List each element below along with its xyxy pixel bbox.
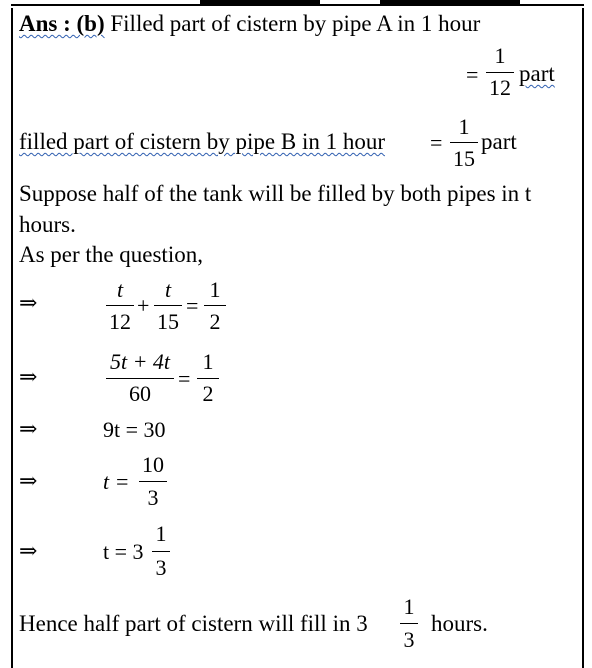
eq2-numerator: 1 (458, 114, 470, 139)
eq1-unit: part (519, 61, 555, 86)
step4-numerator: 10 (142, 452, 164, 477)
step2-f2-denominator: 2 (202, 381, 214, 406)
step2-f1-denominator: 60 (129, 381, 151, 406)
conclusion-denominator: 3 (403, 627, 415, 652)
step1-f2-denominator: 15 (157, 309, 179, 334)
implies-arrow-icon: ⇒ (19, 291, 38, 316)
pipe-a-text: Filled part of cistern by pipe A in 1 hour (110, 11, 481, 36)
step3-expression: 9t = 30 (103, 417, 166, 442)
eq2-unit: part (481, 129, 517, 154)
step4-lhs: t = (103, 469, 130, 494)
implies-arrow-icon: ⇒ (19, 417, 38, 442)
per-question-text: As per the question, (19, 242, 203, 267)
answer-line-1 (19, 11, 480, 37)
answer-label: Ans : (b) (19, 11, 105, 36)
pipe-b-text: filled part of cistern by pipe B in 1 hour (19, 129, 386, 154)
step2-equals: = (178, 366, 191, 391)
step2-fraction-1 (106, 350, 174, 408)
step1-f1-numerator: t (116, 277, 124, 302)
answer-box (11, 8, 584, 668)
step1-plus: + (137, 293, 150, 318)
step2-f2-numerator: 1 (202, 349, 214, 374)
implies-arrow-icon: ⇒ (19, 365, 38, 390)
step1-f3-denominator: 2 (209, 309, 221, 334)
eq1-denominator: 12 (489, 75, 511, 100)
eq2-denominator: 15 (453, 146, 475, 171)
step5-denominator: 3 (155, 555, 167, 580)
conclusion-fraction (400, 595, 418, 657)
step1-f1-denominator: 12 (109, 309, 131, 334)
step1-fraction-3 (204, 278, 226, 336)
step5-numerator: 1 (155, 521, 167, 546)
step1-f3-numerator: 1 (209, 277, 221, 302)
suppose-line-2: hours. (19, 212, 76, 237)
eq2-sign: = (430, 130, 443, 155)
conclusion-numerator: 1 (403, 594, 415, 619)
implies-arrow-icon: ⇒ (19, 469, 38, 494)
implies-arrow-icon: ⇒ (19, 539, 38, 564)
suppose-line-1: Suppose half of the tank will be filled by both pipes in t (19, 181, 532, 206)
eq1-numerator: 1 (494, 43, 506, 68)
conclusion-text: Hence half part of cistern will fill in 3 (19, 611, 368, 636)
step4-denominator: 3 (147, 485, 159, 510)
eq1-sign: = (466, 62, 479, 87)
conclusion-unit: hours. (431, 611, 488, 636)
eq2-fraction (450, 115, 478, 175)
step5-lhs: t = 3 (103, 539, 144, 564)
step2-f1-numerator: 5t + 4t (109, 349, 171, 374)
step2-fraction-2 (197, 350, 219, 408)
step1-fraction-1 (106, 278, 134, 336)
answer-line-2 (19, 129, 385, 155)
page-top-border (0, 0, 592, 8)
eq1-fraction (486, 44, 514, 106)
step1-f2-numerator: t (164, 277, 172, 302)
step1-equals: = (186, 293, 199, 318)
step1-fraction-2 (154, 278, 182, 336)
step5-fraction (152, 522, 170, 582)
step4-fraction (139, 453, 167, 513)
